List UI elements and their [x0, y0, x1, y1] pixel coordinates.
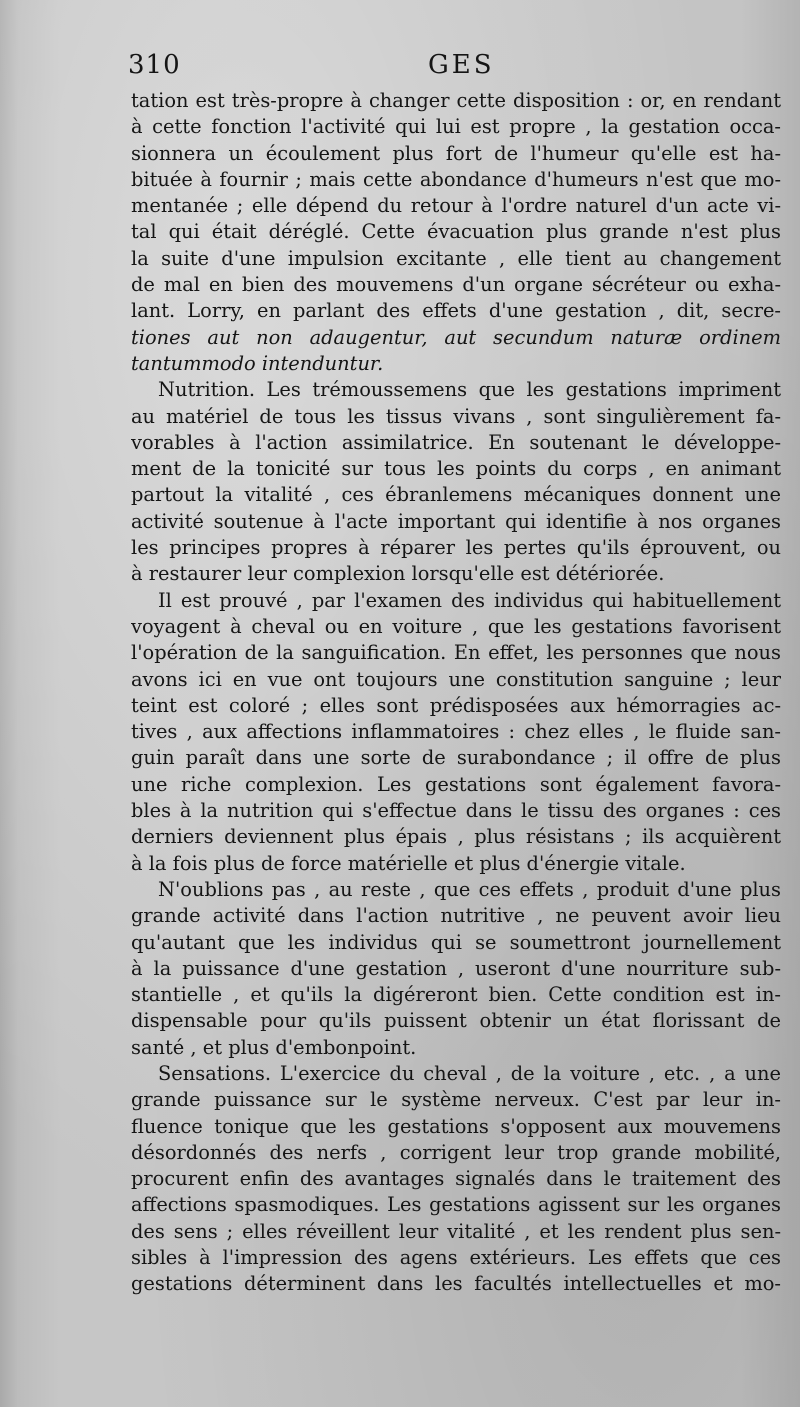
text-line: au matériel de tous les tissus vivans , sont singulièrement fa- [131, 404, 781, 428]
text-line: guin paraît dans une sorte de surabondance ; il offre de plus [131, 746, 781, 770]
text-line: affections spasmodiques. Les gestations agissent sur les organes [131, 1193, 781, 1217]
running-head [128, 50, 778, 86]
text-line: tiones aut non adaugentur, aut secundum naturæ ordinem [131, 325, 781, 349]
text-line: tal qui était déréglé. Cette évacuation plus grande n'est plus [131, 220, 781, 244]
text-line: à la puissance d'une gestation , useront d'une nourriture sub- [131, 956, 781, 980]
text-line: de mal en bien des mouvemens d'un organe sécréteur ou exha- [131, 273, 781, 297]
text-line: sibles à l'impression des agens extérieurs. Les effets que ces [131, 1246, 781, 1270]
text-line: à la fois plus de force matérielle et plus d'énergie vitale. [131, 851, 686, 875]
text-line: les principes propres à réparer les pertes qu'ils éprouvent, ou [131, 536, 781, 560]
text-line: à cette fonction l'activité qui lui est propre , la gestation occa- [131, 115, 781, 139]
page-number: 310 [128, 50, 181, 80]
running-head-word: GES [428, 50, 495, 80]
text-line: ment de la tonicité sur tous les points du corps , en animant [131, 457, 781, 481]
text-line: grande activité dans l'action nutritive , ne peuvent avoir lieu [131, 904, 781, 928]
text-line: tantummodo intenduntur. [131, 351, 384, 375]
body-text [131, 88, 781, 1298]
text-line: mentanée ; elle dépend du retour à l'ordre naturel d'un acte vi- [131, 194, 781, 218]
text-line: bles à la nutrition qui s'effectue dans le tissu des organes : ces [131, 799, 781, 823]
text-line: stantielle , et qu'ils la digéreront bien. Cette condition est in- [131, 983, 781, 1007]
text-line: voyagent à cheval ou en voiture , que les gestations favorisent [131, 614, 781, 638]
text-line: tation est très-propre à changer cette disposition : or, en rendant [131, 89, 781, 112]
text-line: Nutrition. Les trémoussemens que les gestations impriment [158, 378, 781, 402]
text-line: une riche complexion. Les gestations sont également favora- [131, 772, 781, 796]
text-line: lant. Lorry, en parlant des effets d'une gestation , dit, secre- [131, 299, 781, 323]
text-line: la suite d'une impulsion excitante , elle tient au changement [131, 246, 781, 270]
text-line: des sens ; elles réveillent leur vitalité , et les rendent plus sen- [131, 1219, 781, 1243]
text-line: à restaurer leur complexion lorsqu'elle est détériorée. [131, 562, 665, 586]
text-line: sionnera un écoulement plus fort de l'humeur qu'elle est ha- [131, 141, 781, 165]
text-line: avons ici en vue ont toujours une constitution sanguine ; leur [131, 667, 781, 691]
text-line: dispensable pour qu'ils puissent obtenir un état florissant de [131, 1009, 781, 1033]
text-line: procurent enfin des avantages signalés dans le traitement des [131, 1167, 781, 1191]
text-line: qu'autant que les individus qui se soumettront journellement [131, 930, 781, 954]
text-line: vorables à l'action assimilatrice. En soutenant le développe- [131, 430, 781, 454]
text-line: teint est coloré ; elles sont prédisposées aux hémorragies ac- [131, 693, 781, 717]
text-line: bituée à fournir ; mais cette abondance d'humeurs n'est que mo- [131, 167, 781, 191]
text-line: gestations déterminent dans les facultés intellectuelles et mo- [131, 1272, 781, 1296]
text-line: grande puissance sur le système nerveux. C'est par leur in- [131, 1088, 781, 1112]
text-line: partout la vitalité , ces ébranlemens mécaniques donnent une [131, 483, 781, 507]
text-line: Il est prouvé , par l'examen des individus qui habituellement [158, 588, 781, 612]
text-line: fluence tonique que les gestations s'opposent aux mouvemens [131, 1114, 781, 1138]
text-line: santé , et plus d'embonpoint. [131, 1035, 417, 1059]
text-line: Sensations. L'exercice du cheval , de la voiture , etc. , a une [158, 1061, 781, 1085]
text-line: N'oublions pas , au reste , que ces effets , produit d'une plus [158, 877, 781, 901]
text-line: l'opération de la sanguification. En effet, les personnes que nous [131, 641, 781, 665]
text-line: désordonnés des nerfs , corrigent leur trop grande mobilité, [131, 1140, 781, 1164]
text-line: tives , aux affections inflammatoires : chez elles , le fluide san- [131, 720, 781, 744]
text-line: derniers deviennent plus épais , plus résistans ; ils acquièrent [131, 825, 781, 849]
text-line: activité soutenue à l'acte important qui identifie à nos organes [131, 509, 781, 533]
